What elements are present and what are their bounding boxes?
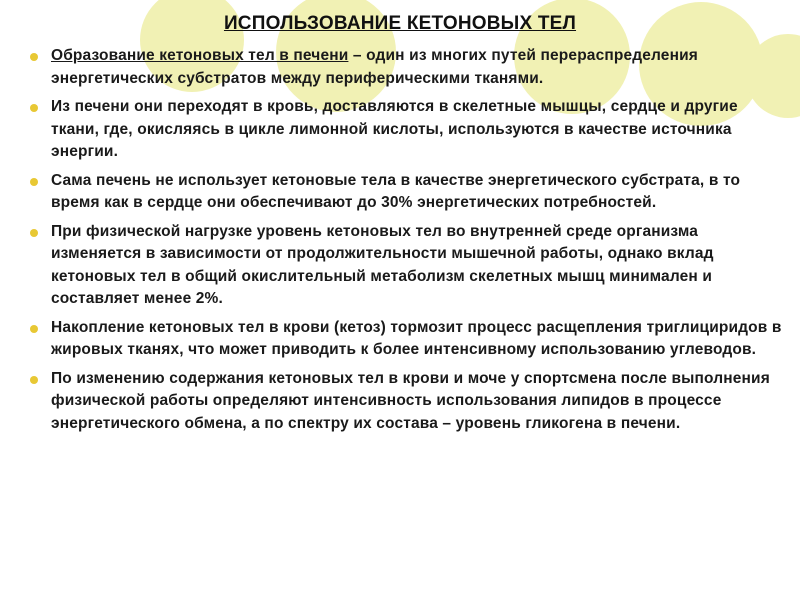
bullet-text — [51, 45, 782, 90]
bullet-dot-icon — [30, 376, 38, 384]
bullet-rest-text: – один из многих путей перераспределения энергетических субстратов между периферическими тканями. — [51, 47, 698, 87]
bullet-item — [30, 368, 782, 436]
bullet-text: По изменению содержания кетоновых тел в крови и моче у спортсмена после выполнения физической работы определяют интенсивность использования липидов в процессе энергетического обмена, а по спектру их состава – уровень гликогена в печени. — [51, 369, 770, 432]
bullet-item — [30, 96, 782, 164]
bullet-dot-icon — [30, 53, 38, 61]
bullet-dot-icon — [30, 178, 38, 186]
bullet-list — [30, 45, 782, 441]
bullet-item — [30, 317, 782, 362]
bullet-dot-icon — [30, 325, 38, 333]
bullet-text: При физической нагрузке уровень кетоновых тел во внутренней среде организма изменяется в зависимости от продолжительности мышечной работы, однако вклад кетоновых тел в общий окислительный метаболизм скелетных мышц минимален и составляет менее 2%. — [51, 222, 714, 307]
bullet-item — [30, 170, 782, 215]
slide-title: ИСПОЛЬЗОВАНИЕ КЕТОНОВЫХ ТЕЛ — [223, 13, 577, 34]
bullet-text: Сама печень не использует кетоновые тела в качестве энергетического субстрата, в то время как в сердце они обеспечивают до 30% энергетических потребностей. — [51, 171, 741, 211]
bullet-dot-icon — [30, 229, 38, 237]
bullet-text: Накопление кетоновых тел в крови (кетоз) тормозит процесс расщепления триглициридов в жировых тканях, что может приводить к более интенсивному использованию углеводов. — [51, 318, 782, 358]
bullet-dot-icon — [30, 104, 38, 112]
bullet-lead-text: Образование кетоновых тел в печени — [51, 47, 349, 64]
bullet-text: Из печени они переходят в кровь, доставляются в скелетные мышцы, сердце и другие ткани, где, окисляясь в цикле лимонной кислоты, используются в качестве источника энергии. — [51, 98, 738, 160]
bullet-item — [30, 45, 782, 90]
bullet-item — [30, 221, 782, 311]
